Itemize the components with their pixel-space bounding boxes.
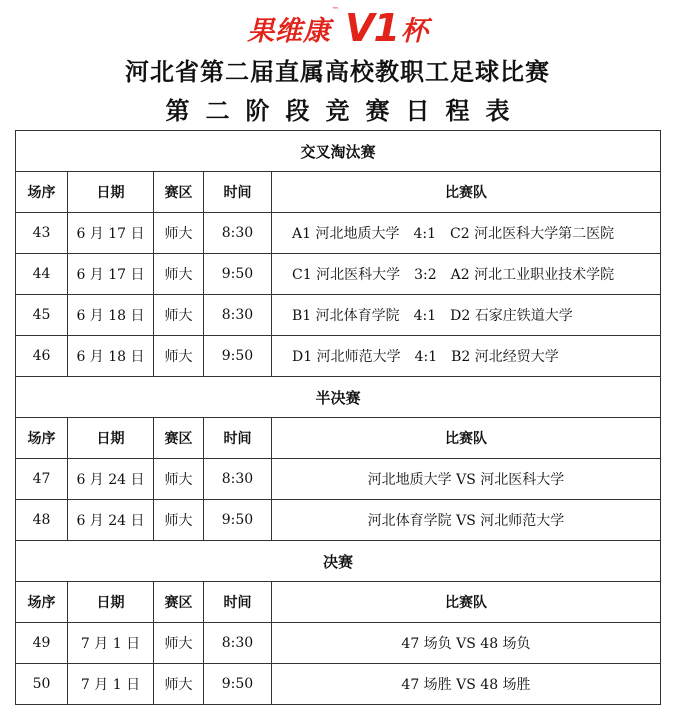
match-row bbox=[16, 500, 661, 541]
page-title: 河北省第二届直属高校教职工足球比赛 bbox=[125, 58, 550, 86]
section-header bbox=[16, 541, 661, 582]
page-subtitle: 第二阶段竞赛日程表 bbox=[165, 97, 526, 125]
match-time: 9:50 bbox=[204, 254, 272, 295]
match-time: 8:30 bbox=[204, 295, 272, 336]
match-seq: 45 bbox=[16, 295, 68, 336]
match-zone: 师大 bbox=[154, 336, 204, 377]
match-seq: 43 bbox=[16, 213, 68, 254]
col-time: 时间 bbox=[204, 172, 272, 213]
match-row bbox=[16, 254, 661, 295]
match-row bbox=[16, 623, 661, 664]
match-row bbox=[16, 213, 661, 254]
match-zone: 师大 bbox=[154, 500, 204, 541]
match-date: 6 月 17 日 bbox=[68, 213, 154, 254]
match-date: 7 月 1 日 bbox=[68, 664, 154, 705]
schedule-table bbox=[15, 130, 661, 705]
match-teams: 47 场胜 VS 48 场胜 bbox=[272, 664, 661, 705]
match-teams: 47 场负 VS 48 场负 bbox=[272, 623, 661, 664]
column-header-row bbox=[16, 582, 661, 623]
match-date: 6 月 24 日 bbox=[68, 459, 154, 500]
col-zone: 赛区 bbox=[154, 582, 204, 623]
logo-brand: 果维康 bbox=[247, 15, 332, 47]
match-zone: 师大 bbox=[154, 254, 204, 295]
match-time: 9:50 bbox=[204, 336, 272, 377]
col-teams: 比赛队 bbox=[272, 418, 661, 459]
logo-cup: 杯 bbox=[400, 15, 428, 47]
col-date: 日期 bbox=[68, 418, 154, 459]
section-title: 交叉淘汰赛 bbox=[16, 131, 661, 172]
section-header bbox=[16, 377, 661, 418]
match-zone: 师大 bbox=[154, 213, 204, 254]
match-date: 6 月 18 日 bbox=[68, 336, 154, 377]
section-header bbox=[16, 131, 661, 172]
match-row bbox=[16, 664, 661, 705]
match-time: 9:50 bbox=[204, 500, 272, 541]
match-teams: 河北体育学院 VS 河北师范大学 bbox=[272, 500, 661, 541]
match-teams: A1 河北地质大学 4:1 C2 河北医科大学第二医院 bbox=[272, 213, 661, 254]
match-zone: 师大 bbox=[154, 295, 204, 336]
match-time: 9:50 bbox=[204, 664, 272, 705]
col-date: 日期 bbox=[68, 172, 154, 213]
sponsor-logo bbox=[0, 6, 675, 50]
match-date: 6 月 24 日 bbox=[68, 500, 154, 541]
match-seq: 50 bbox=[16, 664, 68, 705]
section-title: 决赛 bbox=[16, 541, 661, 582]
column-header-row bbox=[16, 418, 661, 459]
match-zone: 师大 bbox=[154, 664, 204, 705]
match-seq: 49 bbox=[16, 623, 68, 664]
col-zone: 赛区 bbox=[154, 418, 204, 459]
section-title: 半决赛 bbox=[16, 377, 661, 418]
match-row bbox=[16, 459, 661, 500]
match-time: 8:30 bbox=[204, 623, 272, 664]
col-time: 时间 bbox=[204, 418, 272, 459]
match-teams: C1 河北医科大学 3:2 A2 河北工业职业技术学院 bbox=[272, 254, 661, 295]
match-row bbox=[16, 336, 661, 377]
match-date: 7 月 1 日 bbox=[68, 623, 154, 664]
match-seq: 47 bbox=[16, 459, 68, 500]
col-teams: 比赛队 bbox=[272, 172, 661, 213]
match-seq: 44 bbox=[16, 254, 68, 295]
match-teams: 河北地质大学 VS 河北医科大学 bbox=[272, 459, 661, 500]
col-seq: 场序 bbox=[16, 418, 68, 459]
col-date: 日期 bbox=[68, 582, 154, 623]
col-teams: 比赛队 bbox=[272, 582, 661, 623]
logo-trademark: ™ bbox=[332, 6, 340, 14]
col-time: 时间 bbox=[204, 582, 272, 623]
match-row bbox=[16, 295, 661, 336]
match-teams: D1 河北师范大学 4:1 B2 河北经贸大学 bbox=[272, 336, 661, 377]
match-teams: B1 河北体育学院 4:1 D2 石家庄铁道大学 bbox=[272, 295, 661, 336]
match-date: 6 月 18 日 bbox=[68, 295, 154, 336]
match-time: 8:30 bbox=[204, 213, 272, 254]
logo-v1: V1 bbox=[345, 6, 399, 50]
match-zone: 师大 bbox=[154, 459, 204, 500]
match-date: 6 月 17 日 bbox=[68, 254, 154, 295]
match-time: 8:30 bbox=[204, 459, 272, 500]
match-seq: 48 bbox=[16, 500, 68, 541]
match-zone: 师大 bbox=[154, 623, 204, 664]
match-seq: 46 bbox=[16, 336, 68, 377]
col-seq: 场序 bbox=[16, 172, 68, 213]
col-seq: 场序 bbox=[16, 582, 68, 623]
col-zone: 赛区 bbox=[154, 172, 204, 213]
column-header-row bbox=[16, 172, 661, 213]
